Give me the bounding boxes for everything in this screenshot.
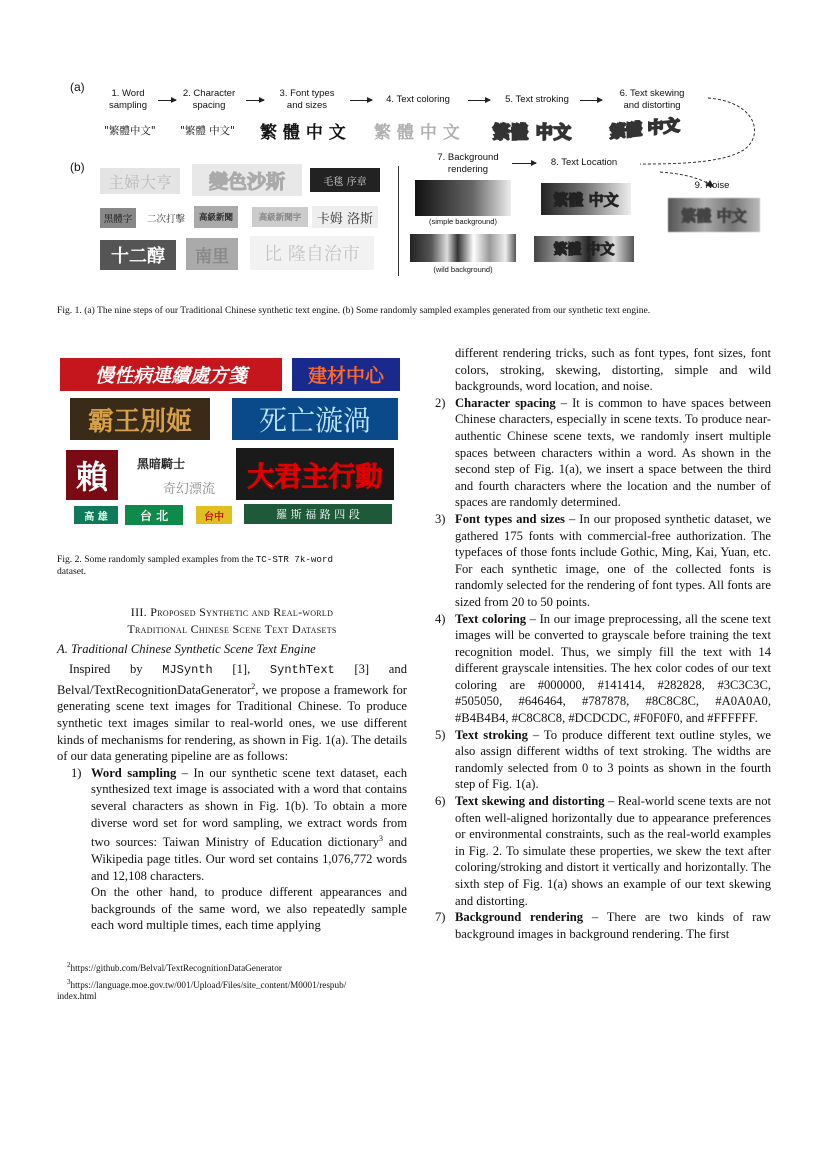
word-font: 繁 體 中 文 — [260, 123, 346, 143]
left-column — [57, 661, 407, 934]
intro-paragraph: Inspired by MJSynth [1], SynthText [3] and Belval/TextRecognitionDataGenerator$^2$, we propose a framework for generating scene text images for Traditional Chinese. To produce synthetic text images similar to real-world ones, we use different kinds of mechanisms for rendering, as shown in Fig. 1(a). The details of our data generating pipeline are as follows: — [57, 662, 407, 764]
section-heading: III. Proposed Synthetic and Real-world Traditional Chinese Scene Text Datasets — [127, 605, 337, 636]
fig2-caption: Fig. 2. Some randomly sampled examples from the TC-STR 7k-word dataset. — [57, 554, 333, 577]
sample-image: 二次打擊 — [144, 210, 188, 226]
list-item: 1) Word sampling – In our synthetic scene text dataset, each synthesized text image is associated with a word that contains several characters as shown in Fig. 1(b). To obtain a more diverse word set for word sampling, we extract words from two sources: Taiwan Ministry of Education dictionary$^3$ and Wikipedia page titles. Our word set contains 1,076,772 words and 12,108 characters. On the other hand, to produce different appearances and backgrounds of the same word, we also repeatedly sample each word multiple times, each time applying — [71, 765, 407, 933]
sign-image: 高 雄 — [74, 506, 118, 524]
sign-image: 大君主行動 — [236, 448, 394, 500]
sample-image: 主婦大亨 — [100, 168, 180, 194]
word-spaced: "繁體 中文" — [180, 125, 235, 137]
step-word-sampling: 1. Word sampling — [108, 88, 148, 111]
right-column — [421, 345, 771, 942]
curved-arrow-icon — [640, 90, 770, 210]
step-text-coloring: 4. Text coloring — [386, 94, 450, 105]
step-text-location: 8. Text Location — [550, 157, 618, 168]
arrow-icon — [350, 100, 372, 101]
simple-background-image — [415, 180, 511, 216]
sign-image: 賴 — [66, 450, 118, 500]
word-colored: 繁 體 中 文 — [374, 123, 460, 143]
sample-image: 比 隆自治市 — [250, 236, 374, 270]
step-background-rendering: 7. Background rendering — [437, 152, 499, 175]
sample-image: 黑體字 — [100, 208, 136, 228]
list-item: 7) Background rendering – There are two kinds of raw background images in background rendering. The first — [435, 910, 771, 941]
sample-image: 毛毯 序章 — [310, 168, 380, 192]
fig1-label-a: (a) — [70, 80, 85, 94]
located-text-wild: 繁體 中文 — [534, 236, 634, 262]
sign-image: 羅 斯 福 路 四 段 — [244, 504, 392, 524]
list-item: 2) Character spacing – It is common to have spaces between Chinese characters, especially in scene texts. To produce near-authentic Chinese scene texts, we randomly insert multiple spaces between characters within a word. As shown in the second step of Fig. 1(a), we insert a space between the third and fourth characters where the location and the number of spaces are randomly determined. — [435, 395, 771, 510]
step-noise: 9. Noise — [694, 180, 730, 191]
sample-image: 變色沙斯 — [192, 164, 302, 196]
subsection-heading: A. Traditional Chinese Synthetic Scene Text Engine — [57, 642, 316, 656]
simple-bg-caption: (simple background) — [429, 217, 497, 226]
sign-image: 死亡漩渦 — [232, 398, 398, 440]
list-item: 3) Font types and sizes – In our proposed synthetic dataset, we gathered 175 fonts with commercial-free authorization. The typefaces of those fonts include Gothic, Ming, Kai, Yuan, etc. For each synthetic image, one of the collected fonts is randomly selected for the rendering of font types. All fonts are sized from 20 to 50 points. — [435, 511, 771, 609]
step-font-types: 3. Font types and sizes — [279, 88, 335, 111]
sample-image: 高級新聞字 — [252, 207, 308, 227]
sign-image: 奇幻漂流 — [150, 476, 228, 498]
step-text-stroking: 5. Text stroking — [505, 94, 569, 105]
sign-image: 黑暗騎士 — [126, 452, 196, 474]
arrow-icon — [512, 163, 536, 164]
sample-image: 卡姆 洛斯 — [312, 206, 378, 228]
sign-image: 慢性病連續處方箋 — [60, 358, 282, 391]
arrow-icon — [468, 100, 490, 101]
arrow-icon — [246, 100, 264, 101]
step-character-spacing: 2. Character spacing — [182, 88, 236, 111]
sample-image: 南里 — [186, 238, 238, 270]
footnotes: $^2$https://github.com/Belval/TextRecognitionDataGenerator $^3$https://language.moe.gov.tw/001/Upload/Files/site_content/M0001/respub/ index.html — [57, 961, 347, 1002]
arrow-icon — [158, 100, 176, 101]
word-skewed: 繁體 中文 — [610, 115, 680, 142]
fig1-caption: Fig. 1. (a) The nine steps of our Traditional Chinese synthetic text engine. (b) Some randomly sampled examples generated from our synthetic text engine. — [57, 305, 651, 316]
list-item: 5) Text stroking – To produce different text outline styles, we also assign different widths of text stroking. The widths are randomly selected from 0 to 3 points as shown in the fourth step of Fig. 1(a). — [435, 727, 772, 792]
wild-bg-caption: (wild background) — [433, 265, 493, 274]
fig1-label-b: (b) — [70, 160, 85, 174]
sign-image: 建材中心 — [292, 358, 400, 391]
step-text-skewing: 6. Text skewing and distorting — [619, 88, 685, 111]
wild-background-image — [410, 234, 516, 262]
continued-paragraph: different rendering tricks, such as font types, font sizes, font colors, stroking, skewing, distorting, simple and wild backgrounds, word location, and noise. — [455, 346, 771, 394]
sign-image: 台 北 — [124, 504, 184, 526]
sign-image: 霸王別姬 — [70, 398, 210, 440]
word-plain: "繁體中文" — [104, 125, 156, 137]
word-stroked: 繁體 中文 — [493, 123, 572, 143]
list-item: 4) Text coloring – In our image preprocessing, all the scene text images will be converted to grayscale before training the text recognition model. Thus, we simply fill the text with 14 different grayscale intensities. The hex color codes of our text coloring are #000000, #141414, #282828, #3C3C3C, #505050, #646464, #787878, #8C8C8C, #A0A0A0, #B4B4B4, #C8C8C8, #DCDCDC, #F0F0F0, and #FFFFFF. — [435, 611, 771, 726]
sample-image: 高級新聞 — [194, 206, 238, 228]
sample-image: 十二醇 — [100, 240, 176, 270]
arrow-icon — [580, 100, 602, 101]
located-text-simple: 繁體 中文 — [541, 183, 631, 215]
list-item: 6) Text skewing and distorting – Real-world scene texts are not often well-aligned horizontally due to appearance preferences or environmental constraints, such as the real-world examples in Fig. 2. To simulate these properties, we skew the text after coloring/stroking and distort it vertically and horizontally. The sixth step of Fig. 1(a) shows an example of our text skewing and distorting. — [435, 794, 771, 908]
divider — [398, 166, 399, 276]
sign-image: 台中 — [196, 506, 232, 524]
noise-text-image: 繁體 中文 — [668, 198, 760, 232]
